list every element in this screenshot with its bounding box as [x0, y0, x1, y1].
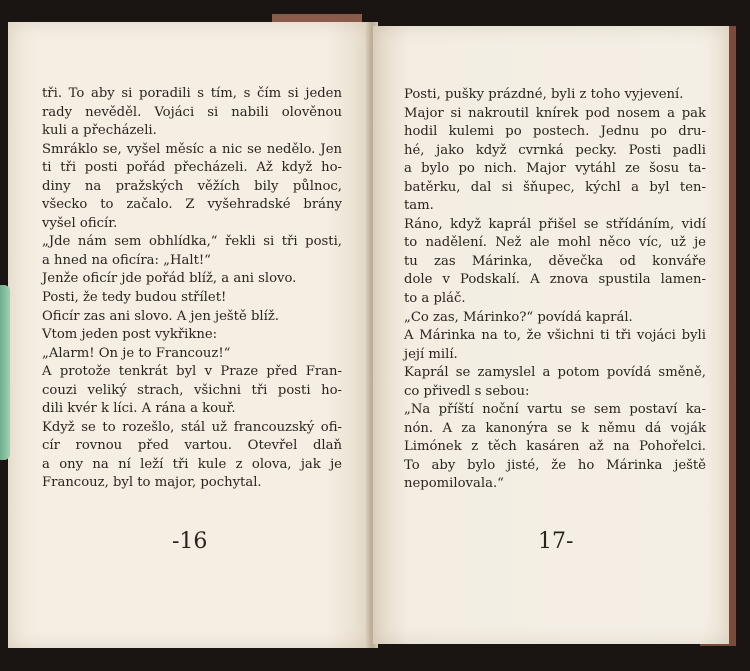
text-line: Jenže oficír jde pořád blíž, a ani slovo.	[42, 271, 297, 287]
paragraph	[42, 326, 342, 345]
text-line: „Alarm! On je to Francouz!“	[42, 345, 231, 361]
text-line: Ráno, když kaprál přišel se střídáním, vidí	[404, 216, 706, 232]
right-page-text	[404, 86, 706, 494]
text-line: nón. A za kanonýra se k němu dá voják	[404, 420, 706, 436]
paragraph	[42, 270, 342, 289]
text-line: Když se to rozešlo, stál už francouzský ofi-	[42, 419, 342, 435]
paragraph	[42, 141, 342, 234]
text-line: diny na pražských věžích bily půlnoc,	[42, 178, 342, 194]
left-page	[8, 22, 370, 648]
left-page-text	[42, 85, 342, 493]
paragraph	[404, 364, 706, 401]
right-page	[373, 26, 729, 644]
text-line: to nadělení. Než ale mohl něco víc, už je	[404, 235, 706, 251]
paragraph	[404, 216, 706, 309]
paragraph	[42, 85, 342, 141]
page-number-left: -16	[172, 529, 208, 554]
paragraph	[404, 401, 706, 494]
text-line: Limónek z těch kasáren až na Pohořelci.	[404, 439, 706, 455]
text-line: tu zas Márinka, děvečka od konváře	[404, 253, 706, 269]
text-line: „Na příští noční vartu se sem postaví ka-	[404, 402, 706, 418]
paragraph	[404, 105, 706, 216]
text-line: dili kvér k líci. A rána a kouř.	[42, 401, 236, 417]
text-line: a bylo po nich. Major vytáhl ze šosu ta-	[404, 161, 706, 177]
text-line: „Co zas, Márinko?“ povídá kaprál.	[404, 309, 633, 325]
text-line: Kaprál se zamyslel a potom povídá směně,	[404, 365, 706, 381]
text-line: nepomilovala.“	[404, 476, 504, 492]
paragraph	[42, 308, 342, 327]
text-line: co přivedl s sebou:	[404, 383, 530, 399]
paragraph	[42, 233, 342, 270]
text-line: hé, jako když cvrnká pecky. Posti padli	[404, 142, 706, 158]
text-line: její milí.	[404, 346, 458, 362]
paragraph	[404, 327, 706, 364]
paragraph	[42, 419, 342, 493]
text-line: vyšel oficír.	[42, 215, 118, 231]
text-line: Posti, pušky prázdné, byli z toho vyjevení.	[404, 87, 684, 102]
text-line: všecko to začalo. Z vyšehradské brány	[42, 197, 342, 213]
text-line: batěrku, dal si šňupec, kýchl a byl ten-	[404, 179, 706, 195]
paragraph	[42, 345, 342, 364]
text-line: cír rovnou před vartou. Otevřel dlaň	[42, 438, 342, 454]
text-line: to a pláč.	[404, 291, 466, 307]
text-line: A protože tenkrát byl v Praze před Fran-	[42, 364, 342, 380]
text-line: a hned na oficíra: „Halt!“	[42, 252, 211, 268]
page-number-right: 17-	[538, 529, 574, 554]
paragraph	[42, 289, 342, 308]
text-line: Vtom jeden post vykřikne:	[42, 327, 218, 343]
text-line: dole v Podskalí. A znova spustila lamen-	[404, 272, 706, 288]
paragraph	[404, 86, 706, 105]
paragraph	[42, 363, 342, 419]
text-line: Posti, že tedy budou střílet!	[42, 290, 227, 306]
text-line: Francouz, byl to major, pochytal.	[42, 475, 262, 491]
paragraph	[404, 309, 706, 328]
bookmark-ribbon	[0, 285, 10, 460]
text-line: kuli a přecházeli.	[42, 123, 157, 139]
text-line: couzi veliký strach, všichni tři posti ho-	[42, 382, 342, 398]
text-line: ti tři posti pořád přecházeli. Až když ho-	[42, 160, 342, 176]
text-line: A Márinka na to, že všichni ti tři vojáci byli	[404, 328, 706, 344]
text-line: rady nevěděl. Vojáci si nabili olověnou	[42, 104, 342, 120]
text-line: hodil kulemi po postech. Jednu po dru-	[404, 124, 706, 140]
text-line: Oficír zas ani slovo. A jen ještě blíž.	[42, 308, 279, 324]
text-line: Major si nakroutil knírek pod nosem a pak	[404, 105, 706, 121]
text-line: „Jde nám sem obhlídka,“ řekli si tři posti,	[42, 234, 342, 250]
text-line: To aby bylo jisté, že ho Márinka ještě	[404, 457, 706, 473]
text-line: tři. To aby si poradili s tím, s čím si jeden	[42, 86, 342, 101]
text-line: Smráklo se, vyšel měsíc a nic se nedělo. Jen	[42, 141, 342, 157]
text-line: a ony na ní leží tři kule z olova, jak je	[42, 456, 342, 472]
text-line: tam.	[404, 198, 434, 214]
